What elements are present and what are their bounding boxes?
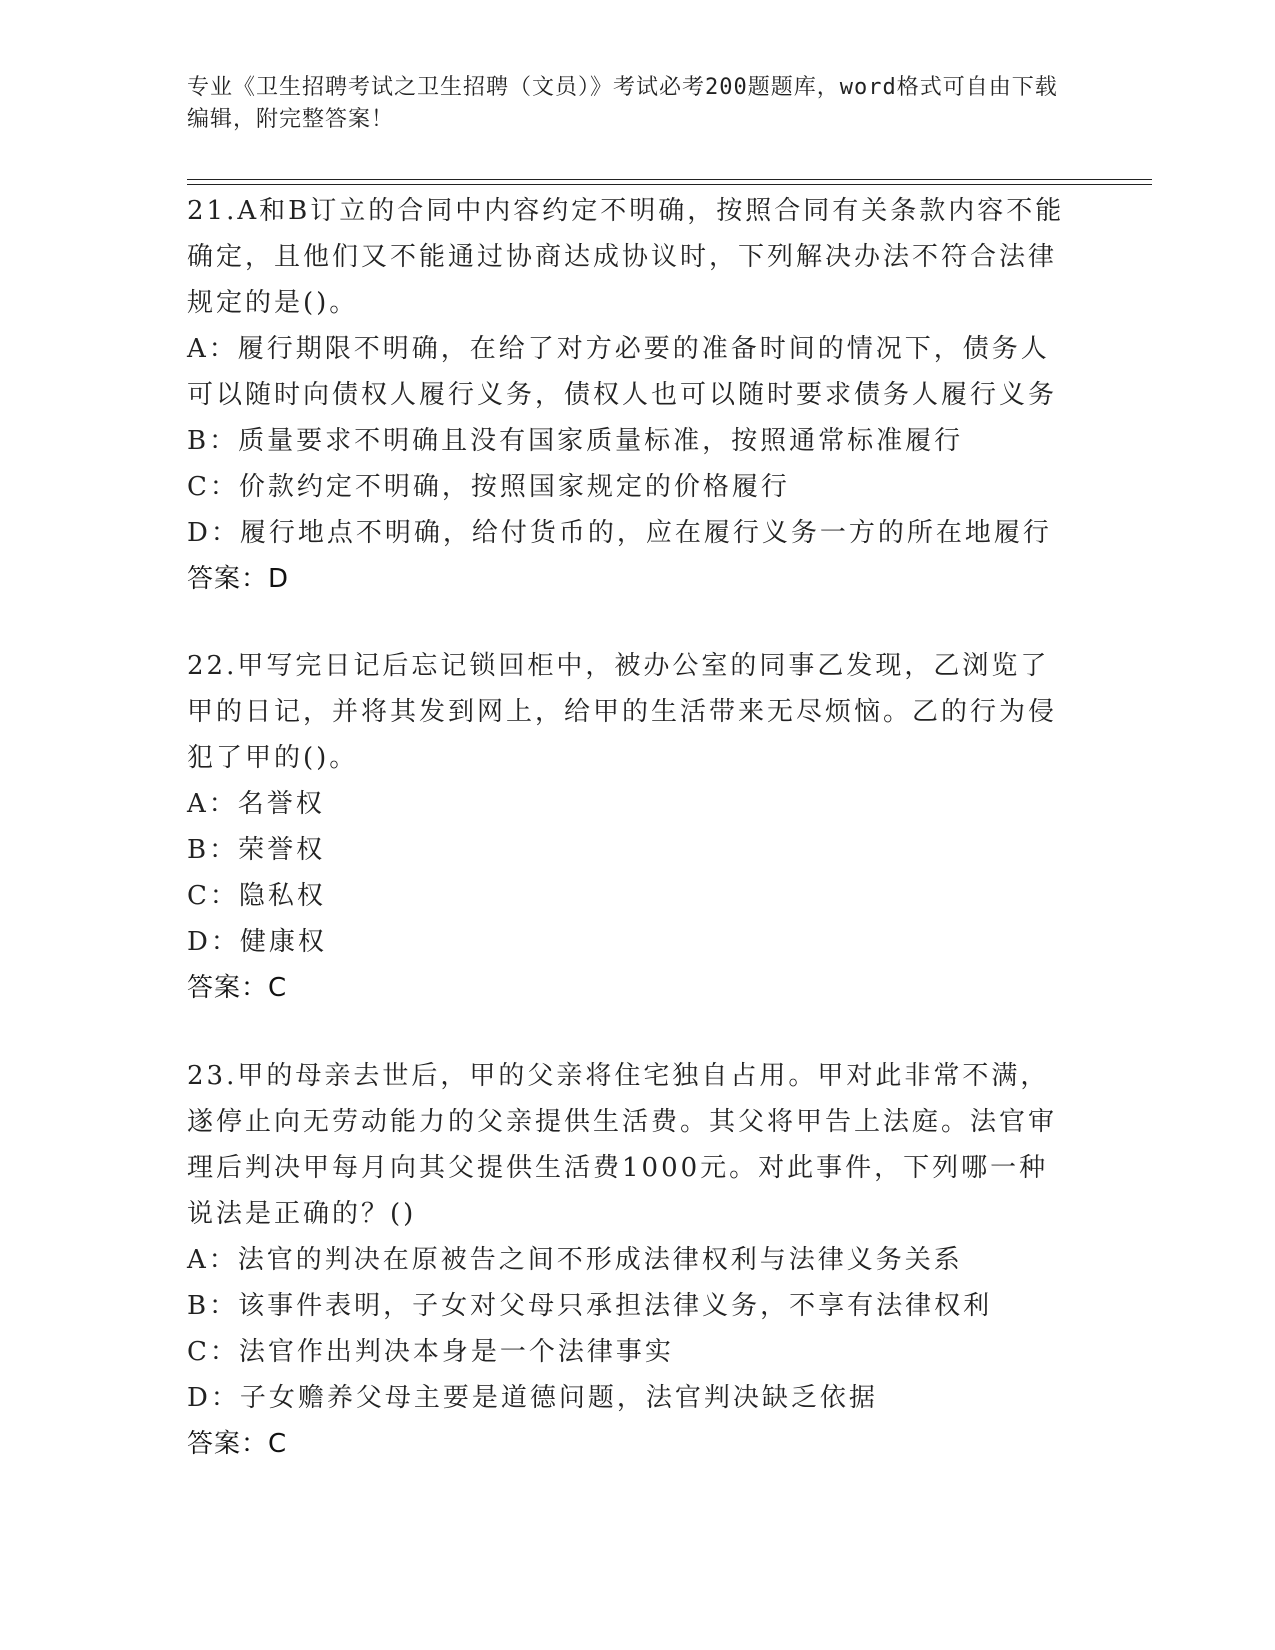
- answer-line: 答案：D: [187, 564, 290, 594]
- question-stem: 23.甲的母亲去世后，甲的父亲将住宅独自占用。甲对此非常不满，遂停止向无劳动能力的父亲提供生活费。其父将甲告上法庭。法官审理后判决甲每月向其父提供生活费1000元。对此事件，下列哪一种说法是正确的？(): [187, 1061, 1058, 1229]
- option-c: C：隐私权: [187, 881, 326, 911]
- question-23: [187, 1053, 1067, 1467]
- option-list: [187, 326, 1067, 556]
- option-c: C：价款约定不明确，按照国家规定的价格履行: [187, 472, 790, 502]
- option-d: D：履行地点不明确，给付货币的，应在履行义务一方的所在地履行: [187, 518, 1052, 548]
- question-stem: 21.A和B订立的合同中内容约定不明确，按照合同有关条款内容不能确定，且他们又不能通过协商达成协议时，下列解决办法不符合法律规定的是()。: [187, 196, 1065, 318]
- question-stem: 22.甲写完日记后忘记锁回柜中，被办公室的同事乙发现，乙浏览了甲的日记，并将其发到网上，给甲的生活带来无尽烦恼。乙的行为侵犯了甲的()。: [187, 651, 1058, 773]
- option-d: D：健康权: [187, 927, 327, 957]
- question-22: [187, 643, 1067, 1011]
- document-intro: 专业《卫生招聘考试之卫生招聘（文员）》考试必考200题题库，word格式可自由下载编辑，附完整答案！: [187, 75, 1058, 132]
- answer-line: 答案：C: [187, 973, 288, 1003]
- answer-line: 答案：C: [187, 1429, 288, 1459]
- option-a: A：名誉权: [187, 789, 325, 819]
- option-b: B：质量要求不明确且没有国家质量标准，按照通常标准履行: [187, 426, 964, 456]
- question-21: [187, 188, 1067, 602]
- option-a: A：履行期限不明确，在给了对方必要的准备时间的情况下，债务人可以随时向债权人履行义务，债权人也可以随时要求债务人履行义务: [187, 334, 1058, 410]
- option-c: C：法官作出判决本身是一个法律事实: [187, 1337, 674, 1367]
- option-list: [187, 1237, 1067, 1421]
- option-d: D：子女赡养父母主要是道德问题，法官判决缺乏依据: [187, 1383, 878, 1413]
- option-a: A：法官的判决在原被告之间不形成法律权利与法律义务关系: [187, 1245, 963, 1275]
- option-list: [187, 781, 1067, 965]
- option-b: B：该事件表明，子女对父母只承担法律义务，不享有法律权利: [187, 1291, 993, 1321]
- option-b: B：荣誉权: [187, 835, 326, 865]
- header-divider-bottom: [187, 184, 1152, 185]
- header-divider-top: [187, 179, 1152, 180]
